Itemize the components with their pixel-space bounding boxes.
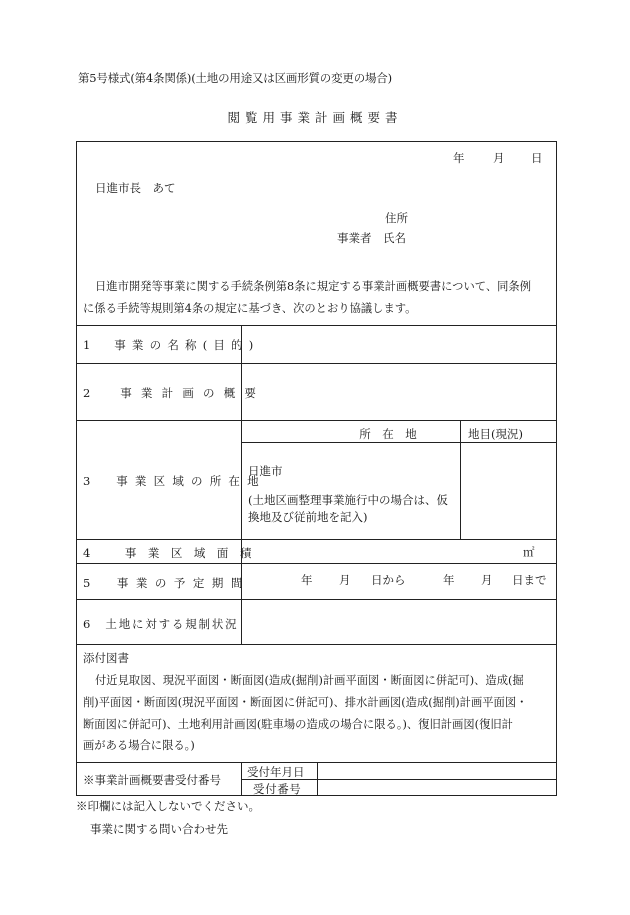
attachments-label: 添付図書	[83, 651, 129, 665]
location-note-line-1: (土地区画整理事業施行中の場合は、仮	[248, 493, 448, 507]
date-day-label: 日	[531, 151, 543, 165]
row-period-label: 5 事業の予定期間	[83, 576, 250, 590]
body-text-line-1: 日進市開発等事業に関する手続条例第8条に規定する事業計画概要書について、同条例	[95, 280, 532, 293]
application-form	[76, 141, 557, 796]
land-use-column-header: 地目(現況)	[468, 427, 523, 441]
body-text-line-2: に係る手続等規則第4条の規定に基づき、次のとおり協議します。	[83, 302, 417, 315]
location-note-line-2: 換地及び従前地を記入)	[248, 510, 368, 524]
document-title: 閲覧用事業計画概要書	[227, 110, 403, 125]
row-location-label: 3 事業区域の所在地	[83, 474, 266, 488]
area-unit: ㎡	[523, 545, 535, 559]
date-year-label: 年	[453, 151, 465, 165]
attachments-line-3: 断面図に併記可)、土地利用計画図(駐車場の造成の場合に限る。)、復旧計画図(復旧計	[83, 718, 513, 731]
row-project-name-label: 1 事業の名称(目的)	[83, 338, 260, 352]
attachments-line-4: 画がある場合に限る。)	[83, 739, 195, 752]
period-start-suffix: 日から	[371, 573, 406, 587]
location-column-header: 所 在 地	[359, 427, 417, 441]
row-project-overview-label: 2 事業計画の概要	[83, 386, 266, 400]
period-end-month-label: 月	[481, 573, 493, 587]
period-end-suffix: 日まで	[512, 573, 547, 587]
location-city: 日進市	[248, 464, 283, 478]
row-area-label: 4 事業区域面積	[83, 546, 263, 560]
applicant-name-label: 事業者 氏名	[337, 231, 406, 245]
reception-no-label: 受付番号	[253, 782, 302, 796]
period-end-year-label: 年	[443, 573, 455, 587]
reception-number-label: ※事業計画概要書受付番号	[83, 773, 221, 787]
form-type-label: 第5号様式(第4条関係)(土地の用途又は区画形質の変更の場合)	[78, 71, 392, 85]
period-start-month-label: 月	[339, 573, 351, 587]
period-start-year-label: 年	[301, 573, 313, 587]
addressee: 日進市長 あて	[95, 181, 176, 195]
date-month-label: 月	[493, 151, 505, 165]
footnote: ※印欄には記入しないでください。	[76, 799, 260, 813]
reception-date-label: 受付年月日	[247, 765, 305, 779]
attachments-line-1: 付近見取図、現況平面図・断面図(造成(掘削)計画平面図・断面図に併記可)、造成(掘	[95, 674, 524, 687]
address-label: 住所	[385, 211, 408, 225]
inquiry-contact-label: 事業に関する問い合わせ先	[90, 822, 228, 836]
attachments-line-2: 削)平面図・断面図(現況平面図・断面図に併記可)、排水計画図(造成(掘削)計画平面図・	[83, 696, 528, 709]
row-regulation-label: 6 土地に対する規制状況	[83, 617, 239, 631]
